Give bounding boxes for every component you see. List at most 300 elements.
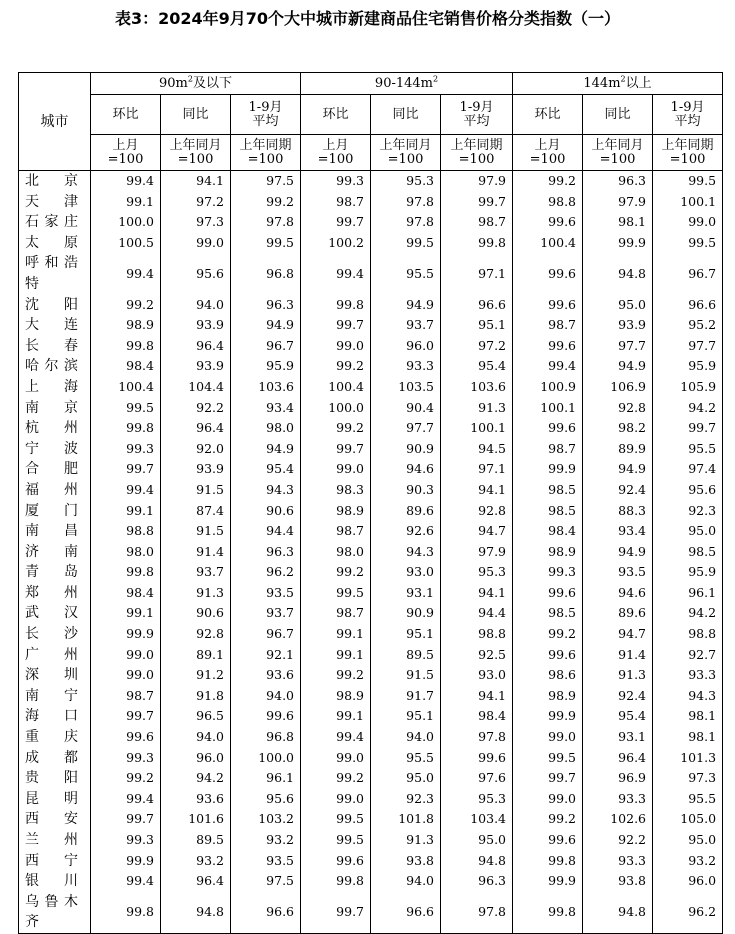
table-row <box>19 315 723 336</box>
table-row <box>19 521 723 542</box>
value-cell: 93.7 <box>371 315 441 336</box>
table-row <box>19 253 723 294</box>
value-cell: 97.8 <box>441 892 513 934</box>
table-row <box>19 892 723 934</box>
group-header <box>301 73 513 95</box>
value-cell: 97.4 <box>653 459 723 480</box>
value-cell: 95.0 <box>653 521 723 542</box>
value-cell: 98.6 <box>513 665 583 686</box>
city-cell: 乌鲁木齐 <box>19 892 91 934</box>
city-cell: 成都 <box>19 748 91 769</box>
value-cell: 96.6 <box>653 295 723 316</box>
value-cell: 98.3 <box>301 480 371 501</box>
value-cell: 93.8 <box>371 851 441 872</box>
value-cell: 99.9 <box>513 706 583 727</box>
table-row <box>19 686 723 707</box>
value-cell: 99.4 <box>301 253 371 294</box>
value-cell: 96.3 <box>231 295 301 316</box>
value-cell: 99.1 <box>91 192 161 213</box>
value-cell: 99.4 <box>91 480 161 501</box>
metric-header: 同比 <box>371 95 441 135</box>
city-cell: 合肥 <box>19 459 91 480</box>
value-cell: 97.3 <box>161 212 231 233</box>
value-cell: 98.8 <box>513 192 583 213</box>
value-cell: 92.2 <box>583 830 653 851</box>
value-cell: 94.9 <box>231 439 301 460</box>
city-cell: 银川 <box>19 871 91 892</box>
base-header: 上年同月 =100 <box>161 135 231 171</box>
value-cell: 99.8 <box>91 892 161 934</box>
value-cell: 103.6 <box>441 377 513 398</box>
value-cell: 93.9 <box>161 459 231 480</box>
value-cell: 93.2 <box>653 851 723 872</box>
value-cell: 93.7 <box>231 603 301 624</box>
value-cell: 94.1 <box>441 480 513 501</box>
value-cell: 90.4 <box>371 398 441 419</box>
value-cell: 94.3 <box>231 480 301 501</box>
value-cell: 91.4 <box>161 542 231 563</box>
value-cell: 97.6 <box>441 768 513 789</box>
value-cell: 94.2 <box>653 603 723 624</box>
value-cell: 99.7 <box>653 418 723 439</box>
value-cell: 99.6 <box>513 583 583 604</box>
value-cell: 95.4 <box>583 706 653 727</box>
value-cell: 90.3 <box>371 480 441 501</box>
value-cell: 94.1 <box>441 686 513 707</box>
value-cell: 93.6 <box>231 665 301 686</box>
city-cell: 深圳 <box>19 665 91 686</box>
value-cell: 97.7 <box>371 418 441 439</box>
table-body <box>19 171 723 934</box>
city-cell: 厦门 <box>19 501 91 522</box>
city-cell: 武汉 <box>19 603 91 624</box>
value-cell: 99.2 <box>513 809 583 830</box>
value-cell: 96.8 <box>231 727 301 748</box>
value-cell: 99.8 <box>91 336 161 357</box>
value-cell: 99.2 <box>231 192 301 213</box>
metric-header: 环比 <box>301 95 371 135</box>
table-row <box>19 501 723 522</box>
table-row <box>19 871 723 892</box>
value-cell: 99.3 <box>91 748 161 769</box>
value-cell: 94.0 <box>161 727 231 748</box>
value-cell: 93.7 <box>161 562 231 583</box>
value-cell: 99.0 <box>91 645 161 666</box>
value-cell: 97.3 <box>653 768 723 789</box>
value-cell: 89.9 <box>583 439 653 460</box>
value-cell: 99.3 <box>91 830 161 851</box>
value-cell: 92.4 <box>583 686 653 707</box>
value-cell: 96.8 <box>231 253 301 294</box>
value-cell: 99.7 <box>91 706 161 727</box>
value-cell: 93.2 <box>231 830 301 851</box>
value-cell: 92.1 <box>231 645 301 666</box>
value-cell: 99.7 <box>91 459 161 480</box>
city-cell: 郑州 <box>19 583 91 604</box>
table-row <box>19 459 723 480</box>
value-cell: 94.9 <box>231 315 301 336</box>
value-cell: 98.2 <box>583 418 653 439</box>
value-cell: 99.4 <box>91 253 161 294</box>
value-cell: 93.4 <box>583 521 653 542</box>
value-cell: 99.8 <box>513 892 583 934</box>
value-cell: 96.3 <box>441 871 513 892</box>
value-cell: 94.8 <box>583 253 653 294</box>
value-cell: 96.3 <box>231 542 301 563</box>
value-cell: 94.0 <box>161 295 231 316</box>
value-cell: 93.8 <box>583 871 653 892</box>
value-cell: 95.3 <box>441 562 513 583</box>
base-header: 上年同月 =100 <box>583 135 653 171</box>
value-cell: 100.1 <box>441 418 513 439</box>
value-cell: 99.0 <box>513 789 583 810</box>
value-cell: 96.4 <box>583 748 653 769</box>
value-cell: 98.7 <box>441 212 513 233</box>
value-cell: 99.6 <box>231 706 301 727</box>
value-cell: 99.7 <box>301 892 371 934</box>
value-cell: 100.0 <box>231 748 301 769</box>
value-cell: 94.0 <box>371 727 441 748</box>
city-cell: 南昌 <box>19 521 91 542</box>
value-cell: 96.7 <box>231 624 301 645</box>
value-cell: 96.3 <box>583 171 653 192</box>
value-cell: 99.1 <box>301 624 371 645</box>
value-cell: 99.9 <box>91 851 161 872</box>
city-cell: 大连 <box>19 315 91 336</box>
base-header: 上年同期 =100 <box>231 135 301 171</box>
value-cell: 96.0 <box>653 871 723 892</box>
city-cell: 西宁 <box>19 851 91 872</box>
value-cell: 98.0 <box>231 418 301 439</box>
table-row <box>19 583 723 604</box>
value-cell: 94.2 <box>653 398 723 419</box>
value-cell: 98.1 <box>653 727 723 748</box>
value-cell: 94.0 <box>371 871 441 892</box>
value-cell: 94.3 <box>371 542 441 563</box>
value-cell: 99.2 <box>91 295 161 316</box>
value-cell: 99.0 <box>301 336 371 357</box>
value-cell: 95.0 <box>371 768 441 789</box>
value-cell: 95.5 <box>371 253 441 294</box>
base-header: 上年同期 =100 <box>441 135 513 171</box>
value-cell: 96.5 <box>161 706 231 727</box>
metric-header: 1-9月 平均 <box>441 95 513 135</box>
value-cell: 95.4 <box>441 356 513 377</box>
value-cell: 97.8 <box>231 212 301 233</box>
value-cell: 99.7 <box>513 768 583 789</box>
value-cell: 97.5 <box>231 871 301 892</box>
value-cell: 98.9 <box>301 686 371 707</box>
value-cell: 96.1 <box>653 583 723 604</box>
value-cell: 97.8 <box>441 727 513 748</box>
value-cell: 95.9 <box>653 356 723 377</box>
value-cell: 99.9 <box>513 459 583 480</box>
value-cell: 95.5 <box>653 789 723 810</box>
table-row <box>19 768 723 789</box>
city-cell: 昆明 <box>19 789 91 810</box>
value-cell: 98.9 <box>301 501 371 522</box>
value-cell: 93.1 <box>583 727 653 748</box>
value-cell: 100.4 <box>513 233 583 254</box>
city-cell: 青岛 <box>19 562 91 583</box>
value-cell: 95.1 <box>371 624 441 645</box>
value-cell: 92.8 <box>583 398 653 419</box>
table-row <box>19 356 723 377</box>
value-cell: 94.7 <box>441 521 513 542</box>
value-cell: 100.0 <box>301 398 371 419</box>
value-cell: 99.5 <box>301 583 371 604</box>
table-row <box>19 809 723 830</box>
city-cell: 贵阳 <box>19 768 91 789</box>
value-cell: 95.9 <box>653 562 723 583</box>
value-cell: 91.5 <box>371 665 441 686</box>
value-cell: 97.8 <box>371 212 441 233</box>
value-cell: 89.1 <box>161 645 231 666</box>
value-cell: 99.5 <box>653 171 723 192</box>
table-row <box>19 336 723 357</box>
value-cell: 94.8 <box>441 851 513 872</box>
city-cell: 杭州 <box>19 418 91 439</box>
value-cell: 92.4 <box>583 480 653 501</box>
value-cell: 98.7 <box>301 192 371 213</box>
value-cell: 98.5 <box>513 603 583 624</box>
city-cell: 重庆 <box>19 727 91 748</box>
city-cell: 长沙 <box>19 624 91 645</box>
value-cell: 103.2 <box>231 809 301 830</box>
value-cell: 99.6 <box>513 212 583 233</box>
group-label: $90-144m^2$ <box>374 74 439 91</box>
table-row <box>19 212 723 233</box>
value-cell: 99.8 <box>513 851 583 872</box>
value-cell: 94.5 <box>441 439 513 460</box>
value-cell: 99.5 <box>653 233 723 254</box>
city-cell: 南宁 <box>19 686 91 707</box>
value-cell: 99.7 <box>301 315 371 336</box>
table-row <box>19 192 723 213</box>
base-header: 上月 =100 <box>91 135 161 171</box>
value-cell: 95.3 <box>371 171 441 192</box>
value-cell: 93.4 <box>231 398 301 419</box>
value-cell: 99.6 <box>513 295 583 316</box>
value-cell: 106.9 <box>583 377 653 398</box>
value-cell: 98.9 <box>513 542 583 563</box>
value-cell: 96.2 <box>653 892 723 934</box>
value-cell: 94.3 <box>653 686 723 707</box>
base-header: 上年同期 =100 <box>653 135 723 171</box>
value-cell: 87.4 <box>161 501 231 522</box>
group-label: $144m^2$以上 <box>583 74 652 91</box>
city-column-header: 城市 <box>19 73 91 171</box>
value-cell: 90.9 <box>371 603 441 624</box>
table-row <box>19 480 723 501</box>
value-cell: 96.7 <box>231 336 301 357</box>
value-cell: 99.6 <box>513 830 583 851</box>
table-row <box>19 727 723 748</box>
table-row <box>19 233 723 254</box>
price-index-table <box>18 72 723 934</box>
value-cell: 92.2 <box>161 398 231 419</box>
value-cell: 98.8 <box>441 624 513 645</box>
value-cell: 92.8 <box>441 501 513 522</box>
value-cell: 99.7 <box>301 439 371 460</box>
value-cell: 99.3 <box>91 439 161 460</box>
value-cell: 96.6 <box>371 892 441 934</box>
value-cell: 99.0 <box>653 212 723 233</box>
value-cell: 93.5 <box>583 562 653 583</box>
value-cell: 98.4 <box>441 706 513 727</box>
value-cell: 93.9 <box>161 356 231 377</box>
value-cell: 99.5 <box>371 233 441 254</box>
value-cell: 89.6 <box>371 501 441 522</box>
value-cell: 93.5 <box>231 583 301 604</box>
value-cell: 99.2 <box>301 768 371 789</box>
table-row <box>19 830 723 851</box>
city-cell: 天津 <box>19 192 91 213</box>
value-cell: 100.9 <box>513 377 583 398</box>
value-cell: 93.3 <box>583 851 653 872</box>
value-cell: 95.0 <box>441 830 513 851</box>
city-cell: 北京 <box>19 171 91 192</box>
city-cell: 上海 <box>19 377 91 398</box>
city-cell: 哈尔滨 <box>19 356 91 377</box>
value-cell: 99.5 <box>91 398 161 419</box>
value-cell: 99.0 <box>513 727 583 748</box>
table-row <box>19 665 723 686</box>
value-cell: 95.9 <box>231 356 301 377</box>
value-cell: 98.7 <box>513 315 583 336</box>
city-cell: 长春 <box>19 336 91 357</box>
value-cell: 99.8 <box>301 871 371 892</box>
value-cell: 96.7 <box>653 253 723 294</box>
value-cell: 99.5 <box>301 809 371 830</box>
value-cell: 99.9 <box>513 871 583 892</box>
table-row <box>19 542 723 563</box>
value-cell: 90.9 <box>371 439 441 460</box>
value-cell: 93.2 <box>161 851 231 872</box>
value-cell: 93.5 <box>231 851 301 872</box>
value-cell: 94.9 <box>583 356 653 377</box>
value-cell: 103.5 <box>371 377 441 398</box>
metric-header: 1-9月 平均 <box>653 95 723 135</box>
city-cell: 太原 <box>19 233 91 254</box>
value-cell: 91.5 <box>161 521 231 542</box>
value-cell: 93.3 <box>653 665 723 686</box>
city-cell: 兰州 <box>19 830 91 851</box>
value-cell: 94.0 <box>231 686 301 707</box>
value-cell: 92.7 <box>653 645 723 666</box>
value-cell: 99.6 <box>513 253 583 294</box>
value-cell: 94.8 <box>161 892 231 934</box>
value-cell: 97.2 <box>161 192 231 213</box>
value-cell: 96.9 <box>583 768 653 789</box>
metric-header: 同比 <box>583 95 653 135</box>
value-cell: 99.6 <box>513 645 583 666</box>
value-cell: 99.1 <box>301 706 371 727</box>
value-cell: 93.0 <box>441 665 513 686</box>
value-cell: 97.9 <box>441 542 513 563</box>
value-cell: 98.0 <box>301 542 371 563</box>
value-cell: 99.3 <box>301 171 371 192</box>
value-cell: 98.8 <box>653 624 723 645</box>
table-title: 表3：2024年9月70个大中城市新建商品住宅销售价格分类指数（一） <box>114 9 621 28</box>
value-cell: 95.3 <box>441 789 513 810</box>
value-cell: 91.2 <box>161 665 231 686</box>
value-cell: 91.8 <box>161 686 231 707</box>
city-cell: 石家庄 <box>19 212 91 233</box>
value-cell: 93.3 <box>583 789 653 810</box>
value-cell: 95.6 <box>161 253 231 294</box>
base-header: 上年同月 =100 <box>371 135 441 171</box>
value-cell: 99.8 <box>441 233 513 254</box>
value-cell: 98.1 <box>583 212 653 233</box>
table-row <box>19 295 723 316</box>
value-cell: 99.5 <box>231 233 301 254</box>
value-cell: 99.2 <box>301 418 371 439</box>
metric-header: 环比 <box>513 95 583 135</box>
value-cell: 92.3 <box>653 501 723 522</box>
table-header <box>19 73 723 171</box>
value-cell: 98.7 <box>513 439 583 460</box>
value-cell: 97.2 <box>441 336 513 357</box>
value-cell: 105.0 <box>653 809 723 830</box>
value-cell: 91.3 <box>441 398 513 419</box>
value-cell: 99.1 <box>91 603 161 624</box>
value-cell: 96.1 <box>231 768 301 789</box>
value-cell: 100.1 <box>653 192 723 213</box>
table-row <box>19 851 723 872</box>
value-cell: 99.9 <box>583 233 653 254</box>
value-cell: 92.6 <box>371 521 441 542</box>
city-cell: 沈阳 <box>19 295 91 316</box>
value-cell: 97.8 <box>371 192 441 213</box>
value-cell: 99.6 <box>513 418 583 439</box>
value-cell: 98.7 <box>91 686 161 707</box>
value-cell: 99.2 <box>513 171 583 192</box>
table-row <box>19 645 723 666</box>
subheader-row <box>19 95 723 135</box>
city-cell: 福州 <box>19 480 91 501</box>
group-header <box>91 73 301 95</box>
value-cell: 98.4 <box>91 583 161 604</box>
value-cell: 95.0 <box>583 295 653 316</box>
value-cell: 99.1 <box>91 501 161 522</box>
table-row <box>19 624 723 645</box>
city-cell: 宁波 <box>19 439 91 460</box>
table-row <box>19 706 723 727</box>
value-cell: 100.1 <box>513 398 583 419</box>
value-cell: 98.7 <box>301 603 371 624</box>
value-cell: 99.7 <box>91 809 161 830</box>
value-cell: 96.4 <box>161 336 231 357</box>
table-row <box>19 377 723 398</box>
value-cell: 98.9 <box>513 686 583 707</box>
value-cell: 105.9 <box>653 377 723 398</box>
base-header: 上月 =100 <box>301 135 371 171</box>
value-cell: 99.8 <box>91 418 161 439</box>
value-cell: 99.3 <box>513 562 583 583</box>
value-cell: 90.6 <box>231 501 301 522</box>
value-cell: 95.6 <box>653 480 723 501</box>
value-cell: 93.9 <box>161 315 231 336</box>
value-cell: 102.6 <box>583 809 653 830</box>
table-row <box>19 171 723 192</box>
city-cell: 南京 <box>19 398 91 419</box>
value-cell: 94.2 <box>161 768 231 789</box>
value-cell: 91.4 <box>583 645 653 666</box>
value-cell: 97.7 <box>653 336 723 357</box>
value-cell: 98.8 <box>91 521 161 542</box>
value-cell: 95.5 <box>653 439 723 460</box>
